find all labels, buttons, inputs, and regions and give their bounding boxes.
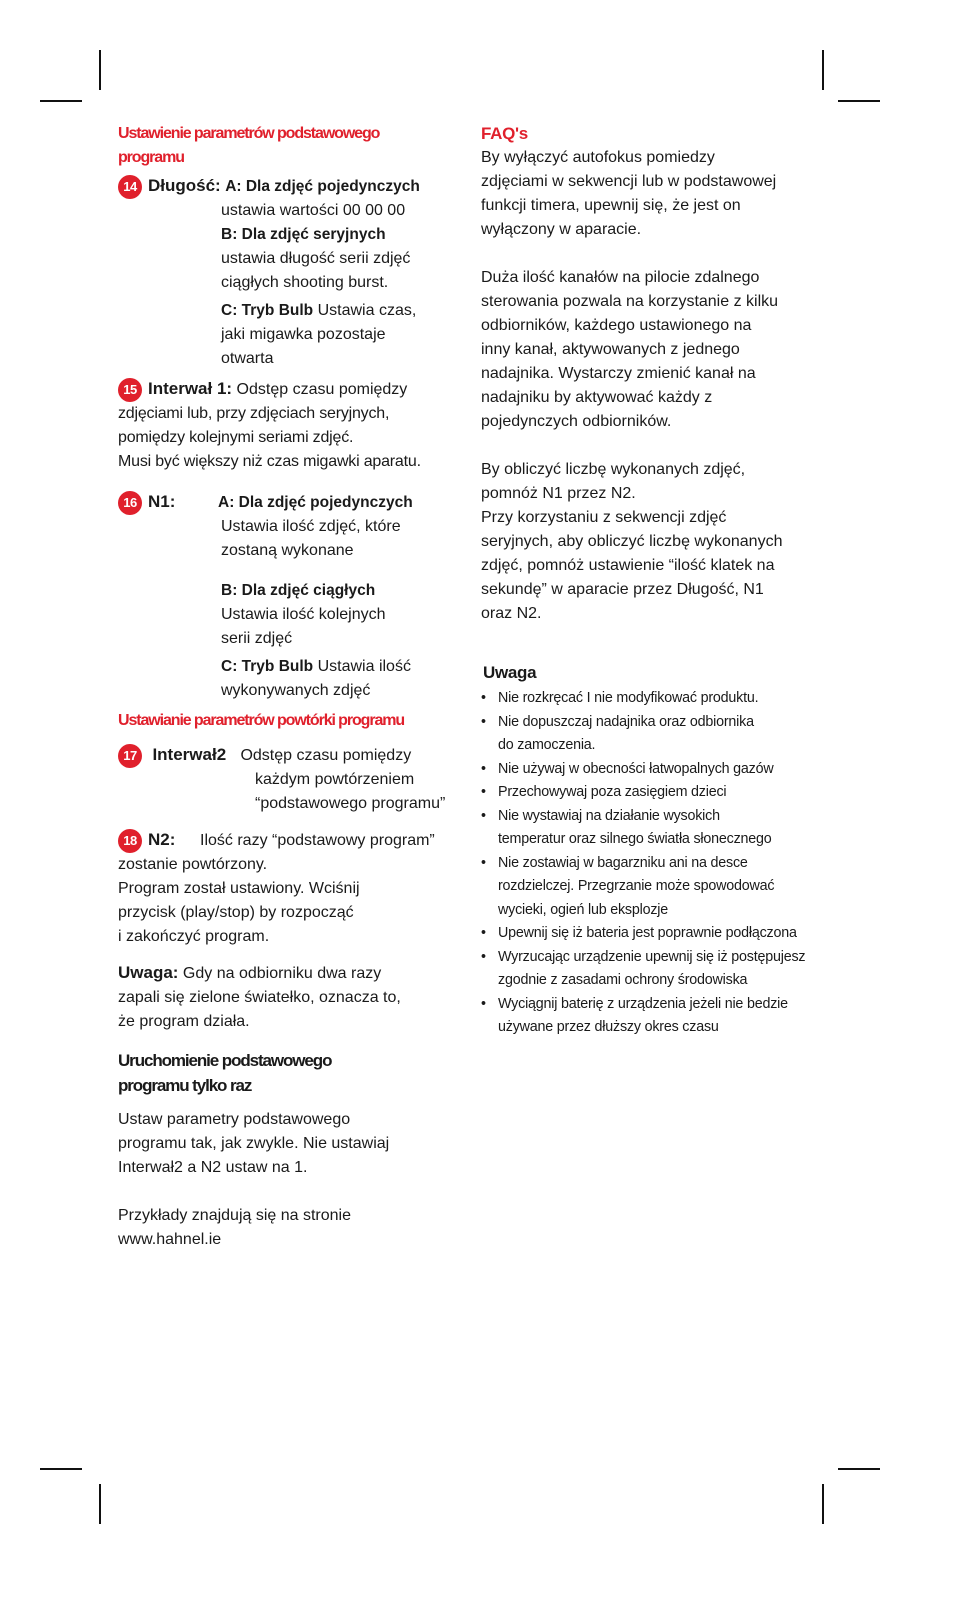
item-14-c-text: otwarta xyxy=(221,350,274,367)
item-14-b-text: ustawia długość serii zdjęć xyxy=(221,250,411,267)
crop-mark xyxy=(822,50,824,90)
faq-line: sekundę” w aparacie przez Długość, N1 xyxy=(481,581,764,598)
item-15 xyxy=(118,377,463,474)
item-16-a-text: zostaną wykonane xyxy=(221,542,354,559)
faq-answer-2 xyxy=(481,266,826,434)
warning-line: • Nie rozkręcać I nie modyfikować produktu. xyxy=(498,690,759,706)
run-once-text: Ustaw parametry podstawowego xyxy=(118,1111,351,1128)
item-15-label: Interwał 1: xyxy=(148,379,233,398)
item-14-b-label: B: Dla zdjęć seryjnych xyxy=(221,226,386,243)
faq-line: sterowania pozwala na korzystanie z kilku xyxy=(481,293,779,310)
faq-line: funkcji timera, upewnij się, że jest on xyxy=(481,197,741,214)
note-label: Uwaga: xyxy=(118,963,179,982)
warning-line: temperatur oraz silnego światła słonecznego xyxy=(498,831,772,847)
item-16-c-text: wykonywanych zdjęć xyxy=(221,682,371,699)
note-text: zapali się zielone światełko, oznacza to, xyxy=(118,989,401,1006)
faq-title: FAQ's xyxy=(481,124,528,143)
crop-mark xyxy=(99,1484,101,1524)
item-17-text: Odstęp czasu pomiędzy xyxy=(240,747,412,764)
faq-answer-3 xyxy=(481,458,826,626)
item-17 xyxy=(118,743,463,816)
note-block xyxy=(118,961,463,1034)
number-badge-18: 18 xyxy=(118,829,142,853)
warning-line: • Nie używaj w obecności łatwopalnych gazów xyxy=(498,760,774,777)
warning-line: • Przechowywaj poza zasięgiem dzieci xyxy=(498,784,727,800)
crop-mark xyxy=(822,1484,824,1524)
item-14 xyxy=(118,174,463,371)
warning-item xyxy=(481,781,826,805)
number-badge-17: 17 xyxy=(118,744,142,768)
faq-line: oraz N2. xyxy=(481,605,542,622)
item-14-label: Długość: xyxy=(148,176,221,195)
faq-line: Duża ilość kanałów na pilocie zdalnego xyxy=(481,269,760,286)
run-once-title: programu tylko raz xyxy=(118,1076,252,1095)
warning-line: • Wyrzucając urządzenie upewnij się iż postępujesz xyxy=(498,948,806,965)
item-18-text: Program został ustawiony. Wciśnij xyxy=(118,880,360,897)
faq-line: odbiorników, każdego ustawionego na xyxy=(481,317,752,334)
item-14-c-text: Ustawia czas, xyxy=(317,302,417,319)
faq-line: By obliczyć liczbę wykonanych zdjęć, xyxy=(481,461,746,478)
note-text: że program działa. xyxy=(118,1013,250,1030)
item-14-a-text: ustawia wartości 00 00 00 xyxy=(221,202,406,219)
warning-item xyxy=(481,687,826,711)
examples-text: Przykłady znajdują się na stronie xyxy=(118,1207,352,1224)
warning-line: • Nie wystawiaj na działanie wysokich xyxy=(498,807,720,824)
faq-line: wyłączony w aparacie. xyxy=(481,221,642,238)
item-16-c-text: Ustawia ilość xyxy=(317,658,411,675)
run-once-text: Interwał2 a N2 ustaw na 1. xyxy=(118,1159,308,1176)
faq-line: seryjnych, aby obliczyć liczbę wykonanych xyxy=(481,533,783,550)
basic-program-title: Ustawienie parametrów podstawowego programu xyxy=(118,125,380,166)
item-16-b-text: Ustawia ilość kolejnych xyxy=(221,606,386,623)
warning-line: • Wyciągnij baterię z urządzenia jeżeli nie bedzie xyxy=(498,995,788,1012)
note-text: Gdy na odbiorniku dwa razy xyxy=(182,965,382,982)
website-link: www.hahnel.ie xyxy=(118,1231,222,1248)
warning-line: • Nie dopuszczaj nadajnika oraz odbiornika xyxy=(498,713,754,730)
item-16-b-label: B: Dla zdjęć ciągłych xyxy=(221,582,376,599)
warning-title: Uwaga xyxy=(483,663,537,682)
item-14-a-label: A: Dla zdjęć pojedynczych xyxy=(225,178,420,195)
warning-line: zgodnie z zasadami ochrony środowiska xyxy=(498,972,748,988)
warning-line: do zamoczenia. xyxy=(498,737,596,753)
faq-line: By wyłączyć autofokus pomiedzy xyxy=(481,149,715,166)
crop-mark xyxy=(99,50,101,90)
warning-line: rozdzielczej. Przegrzanie może spowodować xyxy=(498,878,775,894)
number-badge-16: 16 xyxy=(118,491,142,515)
item-16-a-label: A: Dla zdjęć pojedynczych xyxy=(218,494,413,511)
crop-mark xyxy=(40,100,82,102)
item-14-b-text: ciągłych shooting burst. xyxy=(221,274,389,291)
number-badge-15: 15 xyxy=(118,378,142,402)
warning-item xyxy=(481,993,826,1040)
crop-mark xyxy=(838,1468,880,1470)
faq-line: zdjęć, pomnóż ustawienie “ilość klatek na xyxy=(481,557,775,574)
item-17-text: każdym powtórzeniem xyxy=(255,771,415,788)
item-18-text: i zakończyć program. xyxy=(118,928,270,945)
item-18-text: przycisk (play/stop) by rozpocząć xyxy=(118,904,354,921)
faq-line: nadajniku by aktywować każdy z xyxy=(481,389,713,406)
warning-line: używane przez dłuższy okres czasu xyxy=(498,1019,719,1035)
crop-mark xyxy=(838,100,880,102)
faq-line: pojedynczych odbiorników. xyxy=(481,413,672,430)
item-18-label: N2: xyxy=(148,830,176,849)
item-16-c-label: C: Tryb Bulb xyxy=(221,658,314,675)
faq-line: nadajnika. Wystarczy zmienić kanał na xyxy=(481,365,756,382)
warning-line: wycieki, ogień lub eksplozje xyxy=(498,901,669,918)
run-once-title: Uruchomienie podstawowego xyxy=(118,1051,332,1070)
item-17-text: “podstawowego programu” xyxy=(255,795,446,812)
faq-answer-1 xyxy=(481,146,826,242)
left-column xyxy=(118,122,463,1252)
warning-list xyxy=(481,687,826,1040)
warning-item xyxy=(481,852,826,923)
item-17-label: Interwał2 xyxy=(152,745,227,764)
item-14-c-text: jaki migawka pozostaje xyxy=(221,326,386,343)
item-15-text: Musi być większy niż czas migawki aparatu. xyxy=(118,453,421,470)
item-15-text: pomiędzy kolejnymi seriami zdjęć. xyxy=(118,429,354,446)
warning-line: • Nie zostawiaj w bagarzniku ani na desce xyxy=(498,854,748,871)
warning-item xyxy=(481,711,826,758)
item-18-text: zostanie powtórzony. xyxy=(118,856,268,873)
warning-line: • Upewnij się iż bateria jest poprawnie podłączona xyxy=(498,925,797,941)
faq-line: inny kanał, aktywowanych z jednego xyxy=(481,341,740,358)
right-column xyxy=(481,122,826,1040)
repeat-program-title: Ustawianie parametrów powtórki programu xyxy=(118,712,405,729)
crop-mark xyxy=(40,1468,82,1470)
item-16-label: N1: xyxy=(148,492,176,511)
warning-item xyxy=(481,946,826,993)
item-16-b-text: serii zdjęć xyxy=(221,630,293,647)
number-badge-14: 14 xyxy=(118,175,142,199)
faq-line: zdjęciami w sekwencji lub w podstawowej xyxy=(481,173,777,190)
warning-item xyxy=(481,758,826,782)
item-18-text: Ilość razy “podstawowy program” xyxy=(200,832,435,849)
faq-line: Przy korzystaniu z sekwencji zdjęć xyxy=(481,509,727,526)
item-14-c-label: C: Tryb Bulb xyxy=(221,302,314,319)
item-18 xyxy=(118,828,463,949)
warning-item xyxy=(481,805,826,852)
faq-line: pomnóż N1 przez N2. xyxy=(481,485,636,502)
run-once-section xyxy=(118,1048,463,1252)
item-15-text: zdjęciami lub, przy zdjęciach seryjnych, xyxy=(118,405,390,422)
warning-item xyxy=(481,922,826,946)
run-once-text: programu tak, jak zwykle. Nie ustawiaj xyxy=(118,1135,390,1152)
item-16 xyxy=(118,490,463,703)
item-15-text: Odstęp czasu pomiędzy xyxy=(236,381,408,398)
item-16-a-text: Ustawia ilość zdjęć, które xyxy=(221,518,401,535)
